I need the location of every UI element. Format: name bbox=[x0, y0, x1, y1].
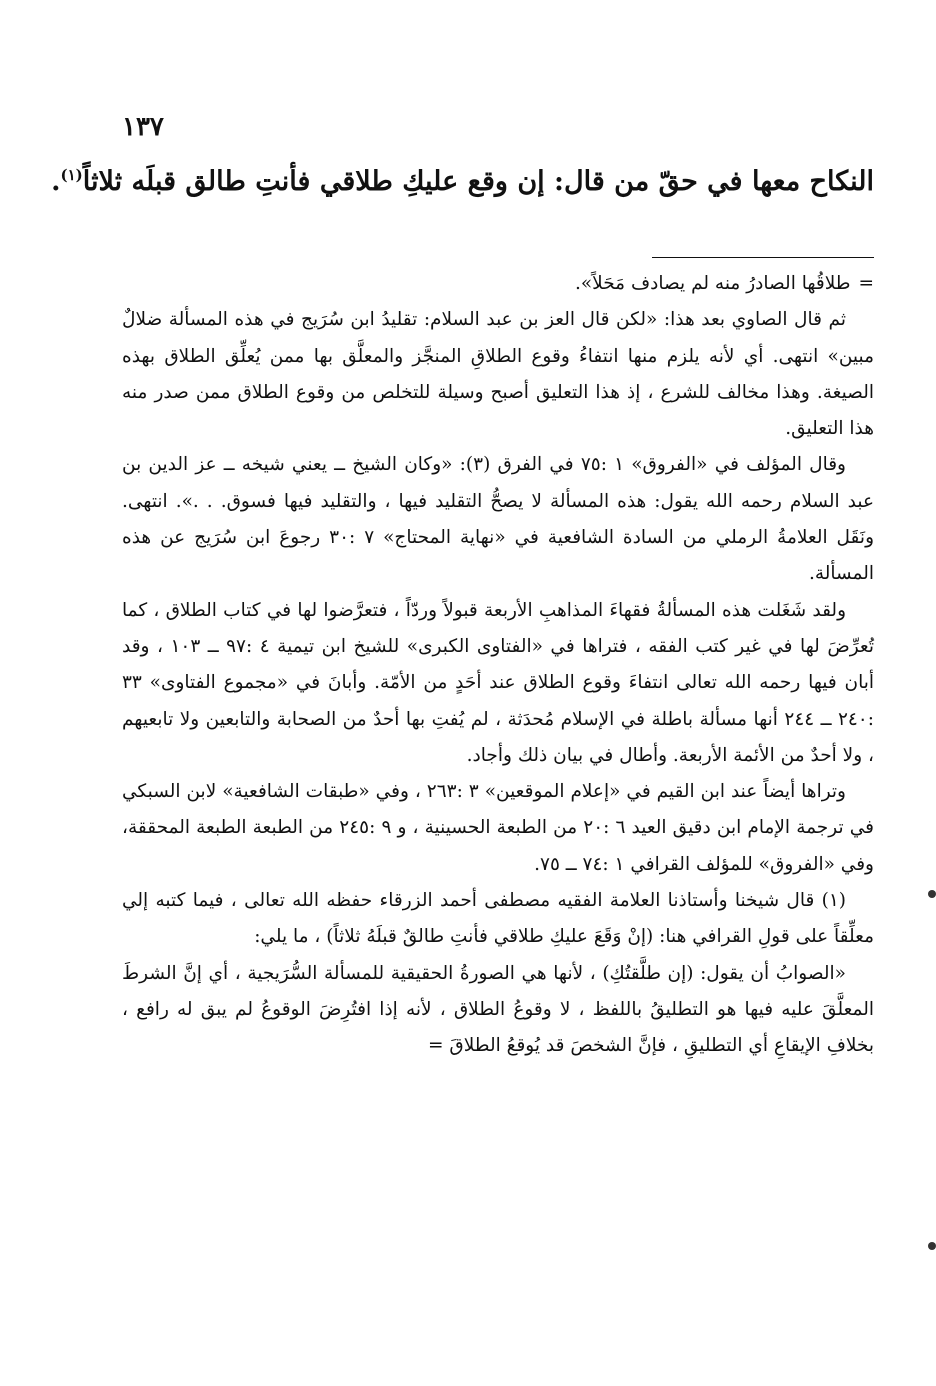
footnote-paragraph: (١) قال شيخنا وأستاذنا العلامة الفقيه مصطفى أحمد الزرقاء حفظه الله تعالى ، فيما كتبه إلي معلِّقاً على قولِ القرافي هنا: (إنْ وَقَعَ عليكِ طلاقي فأنتِ طالقٌ قبلَهُ ثلاثاً) ، ما يلي: bbox=[122, 890, 874, 948]
footnote-separator bbox=[652, 257, 874, 258]
margin-dot bbox=[928, 890, 936, 898]
footnote-paragraph: وقال المؤلف في «الفروق» ١ :٧٥ في الفرق (٣): «وكان الشيخ ــ يعني شيخه ــ عز الدين بن عبد السلام رحمه الله يقول: هذه المسألة لا يصحُّ التقليد فيها ، والتقليد فيها فسوق. . .». انتهى. ونَقَل العلامةُ الرملي من السادة الشافعية في «نهاية المحتاج» ٧ :٣٠ رجوعَ ابن سُرَيج عن هذه المسألة. bbox=[122, 454, 875, 585]
main-text-end: . bbox=[51, 166, 61, 197]
footnote-paragraph: وتراها أيضاً عند ابن القيم في «إعلام الموقعين» ٣ :٢٦٣ ، وفي «طبقات الشافعية» لابن السبكي في ترجمة الإمام ابن دقيق العيد ٦ :٢٠ من الطبعة الحسينية ، و ٩ :٢٤٥ من الطبعة الطبعة المحققة، وفي «الفروق» للمؤلف القرافي ١ :٧٤ ــ ٧٥. bbox=[122, 781, 874, 875]
footnote-paragraph: «الصوابُ أن يقول: (إن طلَّقتُكِ) ، لأنها هي الصورةُ الحقيقية للمسألة السُّرَيجية ، أي إنَّ الشرطَ المعلَّقَ عليه فيها هو التطليقُ باللفظ ، لا وقوعُ الطلاق ، لأنه إذا افتُرِضَ الوقوعُ لم يبق له رافع ، بخلافِ الإيقاعِ أي التطليقِ ، فإنَّ الشخصَ قد يُوقعُ الطلاقَ = bbox=[122, 962, 874, 1057]
page-number: ١٣٧ bbox=[122, 112, 164, 142]
footnote-paragraph: =طلاقُها الصادرُ منه لم يصادف مَحَلاً». bbox=[122, 266, 874, 302]
margin-dot bbox=[928, 1242, 936, 1250]
footnote-ref: (١) bbox=[60, 166, 83, 184]
continuation-mark: = bbox=[858, 273, 874, 294]
footnote-paragraph: ثم قال الصاوي بعد هذا: «لكن قال العز بن عبد السلام: تقليدُ ابن سُرَيج في هذه المسألة ضلالٌ مبين» انتهى. أي لأنه يلزم منها انتفاءُ وقوع الطلاقِ المنجَّز والمعلَّق بها ممن يُعلِّق الطلاق بهذه الصيغة. وهذا مخالف للشرع ، إذ هذا التعليق أصبح وسيلة للتخلص من وقوع الطلاق ممن صدر منه هذا التعليق. bbox=[122, 309, 874, 440]
main-text-line bbox=[51, 166, 874, 197]
footnote-paragraph: ولقد شَغَلت هذه المسألةُ فقهاءَ المذاهبِ الأربعة قبولاً وردّاً ، فتعرَّضوا لها في كتاب الطلاق ، كما تُعرِّضَ لها في غير كتب الفقه ، فتراها في «الفتاوى الكبرى» للشيخ ابن تيمية ٤ :٩٧ ــ ١٠٣ ، وقد أبان فيها رحمه الله تعالى انتفاءَ وقوع الطلاق عند أحَدٍ من الأمّة. وأبانَ في «مجموع الفتاوى» ٣٣ :٢٤٠ ــ ٢٤٤ أنها مسألة باطلة في الإسلام مُحدَثة ، لم يُفتِ بها أحدٌ من الصحابة والتابعين ولا تابعيهم ، ولا أحدٌ من الأئمة الأربعة. وأطال في بيان ذلك وأجاد. bbox=[122, 599, 874, 766]
main-text: النكاح معها في حقّ من قال: إن وقع عليكِ طلاقي فأنتِ طالق قبلَه ثلاثاً bbox=[82, 166, 874, 197]
footnotes-block bbox=[122, 266, 874, 1065]
